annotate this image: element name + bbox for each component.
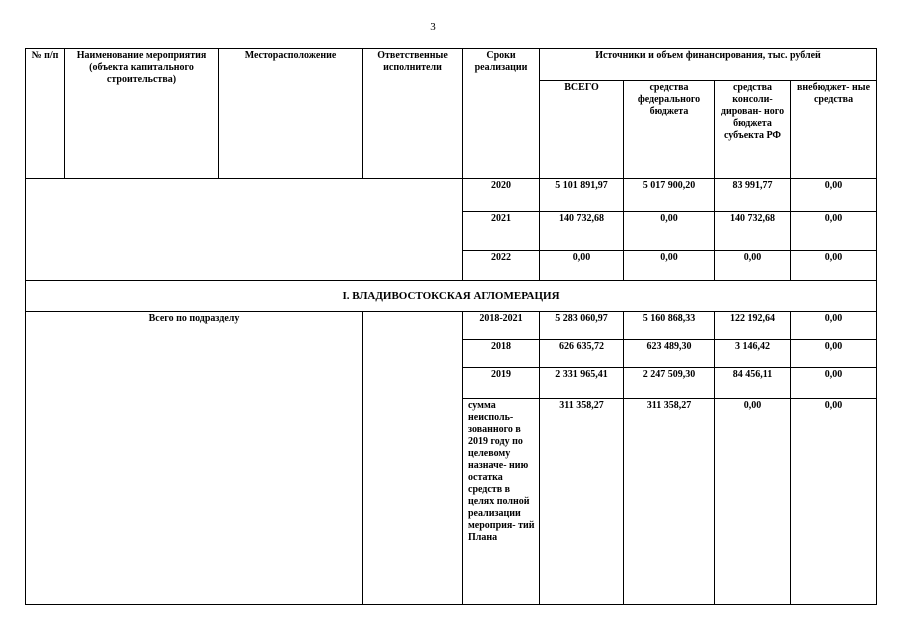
header-responsible: Ответственные исполнители [363,49,463,179]
term-cell: 2020 [463,179,540,212]
federal-cell: 5 160 868,33 [624,312,715,340]
consolidated-cell: 122 192,64 [715,312,791,340]
section-row [26,281,877,312]
term-cell: 2018 [463,340,540,368]
table-row [26,179,877,212]
empty-cell [363,312,463,605]
header-row-1 [26,49,877,81]
table-row [26,312,877,340]
header-extrabudget: внебюджет- ные средства [791,81,877,179]
total-cell: 626 635,72 [540,340,624,368]
header-location: Месторасположение [219,49,363,179]
extra-cell: 0,00 [791,179,877,212]
consolidated-cell: 140 732,68 [715,212,791,251]
section-title: I. ВЛАДИВОСТОКСКАЯ АГЛОМЕРАЦИЯ [26,281,877,312]
subtotal-label: Всего по подразделу [26,312,363,605]
header-financing: Источники и объем финансирования, тыс. рублей [540,49,877,81]
extra-cell: 0,00 [791,340,877,368]
federal-cell: 0,00 [624,212,715,251]
total-cell: 311 358,27 [540,399,624,605]
total-cell: 5 283 060,97 [540,312,624,340]
header-terms: Сроки реализации [463,49,540,179]
consolidated-cell: 83 991,77 [715,179,791,212]
term-cell: 2019 [463,368,540,399]
consolidated-cell: 3 146,42 [715,340,791,368]
consolidated-cell: 0,00 [715,251,791,281]
extra-cell: 0,00 [791,251,877,281]
federal-cell: 5 017 900,20 [624,179,715,212]
total-cell: 2 331 965,41 [540,368,624,399]
consolidated-cell: 0,00 [715,399,791,605]
term-cell: 2021 [463,212,540,251]
federal-cell: 2 247 509,30 [624,368,715,399]
financing-table [25,48,877,605]
extra-cell: 0,00 [791,312,877,340]
header-name: Наименование мероприятия (объекта капитального строительства) [65,49,219,179]
term-cell: сумма неисполь- зованного в 2019 году по целевому назначе- нию остатка средств в целях полной реализации мероприя- тий Плана [463,399,540,605]
extra-cell: 0,00 [791,399,877,605]
extra-cell: 0,00 [791,212,877,251]
total-cell: 5 101 891,97 [540,179,624,212]
page-number: 3 [430,21,436,33]
header-consolidated: средства консоли- дирован- ного бюджета субъекта РФ [715,81,791,179]
header-total: ВСЕГО [540,81,624,179]
header-federal: средства федерального бюджета [624,81,715,179]
federal-cell: 623 489,30 [624,340,715,368]
total-cell: 0,00 [540,251,624,281]
federal-cell: 311 358,27 [624,399,715,605]
header-num: № п/п [26,49,65,179]
federal-cell: 0,00 [624,251,715,281]
term-cell: 2018-2021 [463,312,540,340]
extra-cell: 0,00 [791,368,877,399]
empty-cell [26,179,463,281]
term-cell: 2022 [463,251,540,281]
consolidated-cell: 84 456,11 [715,368,791,399]
total-cell: 140 732,68 [540,212,624,251]
